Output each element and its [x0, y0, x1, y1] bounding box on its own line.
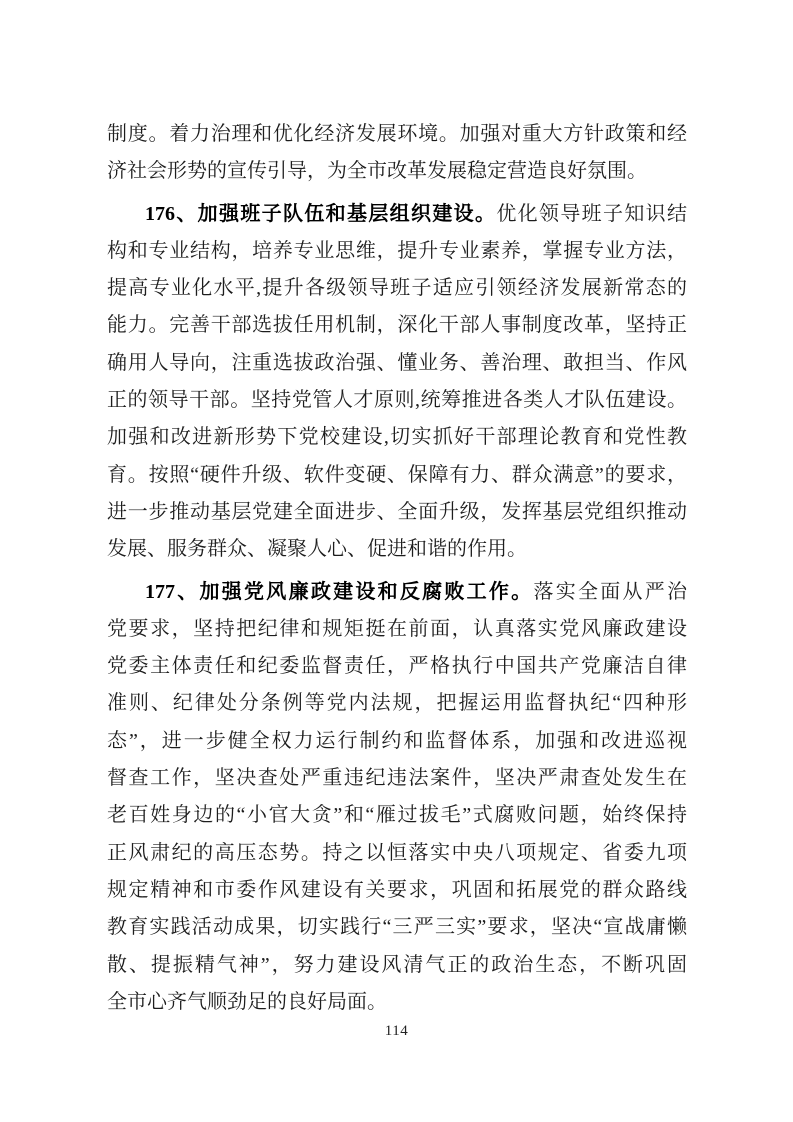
text-line: 进一步推动基层党建全面进步、全面升级，发挥基层党组织推动: [107, 500, 687, 523]
paragraph-177: [107, 574, 687, 1022]
paragraph-177-first-line: [107, 574, 687, 611]
text-line: 态”，进一步健全权力运行制约和监督体系，加强和改进巡视: [107, 729, 687, 752]
text-line: 制度。着力治理和优化经济发展环境。加强对重大方针政策和经: [107, 123, 687, 145]
text-line: 规定精神和市委作风建设有关要求，巩固和拓展党的群众路线: [107, 878, 687, 901]
text-line: 确用人导向，注重选拔政治强、懂业务、善治理、敢担当、作风: [107, 351, 687, 374]
text-line: 老百姓身边的“小官大贪”和“雁过拔毛”式腐败问题，始终保持: [107, 804, 687, 827]
paragraph-177-number-heading: 177、加强党风廉政建设和反腐败工作。: [145, 580, 534, 603]
text-line: 准则、纪律处分条例等党内法规，把握运用监督执纪“四种形: [107, 692, 687, 715]
text-line: 正风肃纪的高压态势。持之以恒落实中央八项规定、省委九项: [107, 841, 687, 864]
text-line: 教育实践活动成果，切实践行“三严三实”要求，坚决“宣战庸懒: [107, 916, 687, 939]
text-line: 加强和改进新形势下党校建设,切实抓好干部理论教育和党性教: [107, 426, 687, 449]
text-line: 正的领导干部。坚持党管人才原则,统筹推进各类人才队伍建设。: [107, 389, 687, 412]
text-line: 能力。完善干部选拔任用机制，深化干部人事制度改革，坚持正: [107, 314, 687, 337]
text-line: 提高专业化水平,提升各级领导班子适应引领经济发展新常态的: [107, 277, 687, 300]
text-line: 育。按照“硬件升级、软件变硬、保障有力、群众满意”的要求，: [107, 463, 687, 486]
paragraph-continuation: [107, 116, 687, 191]
text-line: 党要求，坚持把纪律和规矩挺在前面，认真落实党风廉政建设: [107, 617, 687, 640]
paragraph-176: [107, 196, 687, 569]
text-line: 构和专业结构，培养专业思维，提升专业素养，掌握专业方法，: [107, 239, 687, 262]
text-line: 全市心齐气顺劲足的良好局面。: [107, 990, 387, 1013]
paragraph-176-first-line: [107, 196, 687, 233]
document-content: [107, 116, 687, 1021]
text-line: 发展、服务群众、凝聚人心、促进和谐的作用。: [107, 538, 527, 561]
paragraph-177-first-line-rest: 落实全面从严治: [533, 580, 688, 603]
page-number: 114: [384, 1023, 409, 1039]
text-line: 督查工作，坚决查处严重违纪违法案件，坚决严肃查处发生在: [107, 767, 687, 790]
text-line: 济社会形势的宣传引导，为全市改革发展稳定营造良好氛围。: [107, 160, 647, 183]
paragraph-176-first-line-rest: 优化领导班子知识结: [496, 202, 688, 225]
paragraph-176-number-heading: 176、加强班子队伍和基层组织建设。: [145, 202, 497, 225]
text-line: 党委主体责任和纪委监督责任，严格执行中国共产党廉洁自律: [107, 655, 687, 678]
text-line: 散、提振精气神”，努力建设风清气正的政治生态，不断巩固: [107, 953, 687, 976]
